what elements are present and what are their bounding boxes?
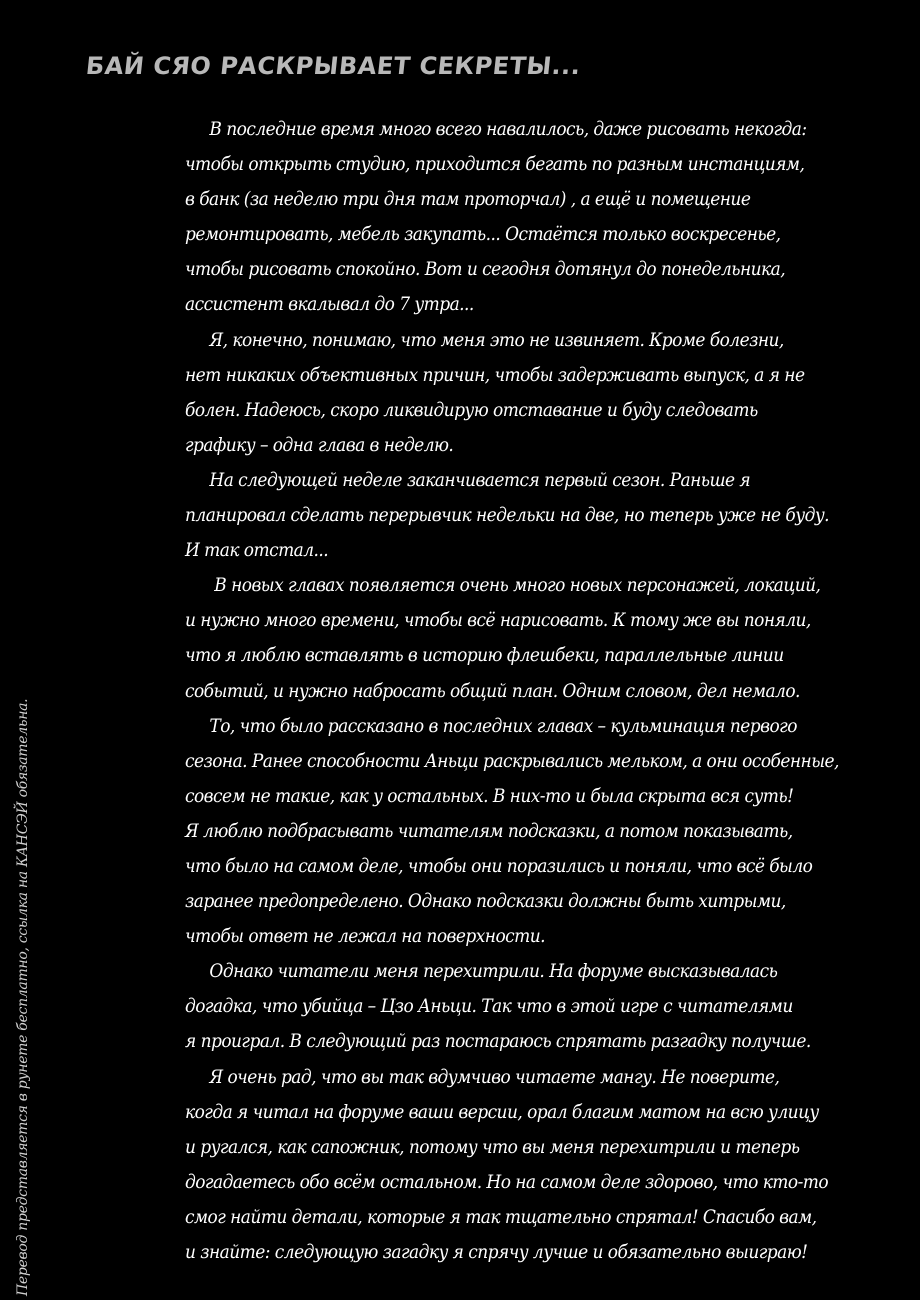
text-line: нет никаких объективных причин, чтобы задерживать выпуск, а я не — [185, 364, 805, 386]
text-line: и знайте: следующую загадку я спрячу лучше и обязательно выиграю! — [185, 1242, 808, 1263]
text-line: чтобы рисовать спокойно. Вот и сегодня дотянул до понедельника, — [185, 259, 786, 281]
afterword-text — [185, 112, 839, 1270]
text-line: что я люблю вставлять в историю флешбеки, параллельные линии — [185, 645, 784, 667]
text-line: когда я читал на форуме ваши версии, орал благим матом на всю улицу — [185, 1101, 819, 1123]
text-line: Я люблю подбрасывать читателям подсказки, а потом показывать, — [185, 820, 793, 842]
text-line: заранее предопределено. Однако подсказки должны быть хитрыми, — [185, 891, 786, 913]
text-line: На следующей неделе заканчивается первый сезон. Раньше я — [185, 469, 751, 491]
text-line: В новых главах появляется очень много новых персонажей, локаций, — [185, 575, 821, 597]
text-line: смог найти детали, которые я так тщательно спрятал! Спасибо вам, — [185, 1206, 817, 1228]
text-line: В последние время много всего навалилось, даже рисовать некогда: — [185, 119, 807, 140]
text-line: совсем не такие, как у остальных. В них-то и была скрыта вся суть! — [185, 785, 794, 807]
text-line: Я, конечно, понимаю, что меня это не извиняет. Кроме болезни, — [185, 329, 784, 351]
text-line: То, что было рассказано в последних главах – кульминация первого — [185, 715, 797, 737]
translation-credit-note: Перевод представляется в рунете бесплатно, ссылка на КАНСЭЙ обязательна. — [15, 698, 31, 1296]
text-line: И так отстал... — [185, 540, 329, 562]
text-line: графику – одна глава в неделю. — [185, 434, 454, 456]
text-line: болен. Надеюсь, скоро ликвидирую отставание и буду следовать — [185, 399, 758, 421]
text-line: чтобы ответ не лежал на поверхности. — [185, 926, 545, 948]
text-line: Однако читатели меня перехитрили. На форуме высказывалась — [185, 961, 778, 983]
text-line: в банк (за неделю три дня там проторчал) , а ещё и помещение — [185, 189, 751, 211]
text-line: ремонтировать, мебель закупать... Остаётся только воскресенье, — [185, 224, 781, 246]
text-line: планировал сделать перерывчик недельки на две, но теперь уже не буду. — [185, 505, 830, 527]
text-line: Я очень рад, что вы так вдумчиво читаете мангу. Не поверите, — [185, 1066, 780, 1088]
text-line: и ругался, как сапожник, потому что вы меня перехитрили и теперь — [185, 1136, 800, 1158]
text-line: догадаетесь обо всём остальном. Но на самом деле здорово, что кто-то — [185, 1171, 829, 1193]
text-line: чтобы открыть студию, приходится бегать по разным инстанциям, — [185, 154, 805, 176]
text-line: сезона. Ранее способности Аньци раскрывались мельком, а они особенные, — [185, 750, 839, 772]
text-line: догадка, что убийца – Цзо Аньци. Так что в этой игре с читателями — [185, 996, 793, 1018]
text-line: что было на самом деле, чтобы они поразились и поняли, что всё было — [185, 855, 813, 877]
text-line: я проиграл. В следующий раз постараюсь спрятать разгадку получше. — [185, 1031, 811, 1053]
page-title: БАЙ СЯО РАСКРЫВАЕТ СЕКРЕТЫ... — [84, 52, 583, 80]
text-line: и нужно много времени, чтобы всё нарисовать. К тому же вы поняли, — [185, 610, 811, 632]
text-line: ассистент вкалывал до 7 утра... — [185, 294, 474, 316]
text-line: событий, и нужно набросать общий план. Одним словом, дел немало. — [185, 680, 800, 702]
